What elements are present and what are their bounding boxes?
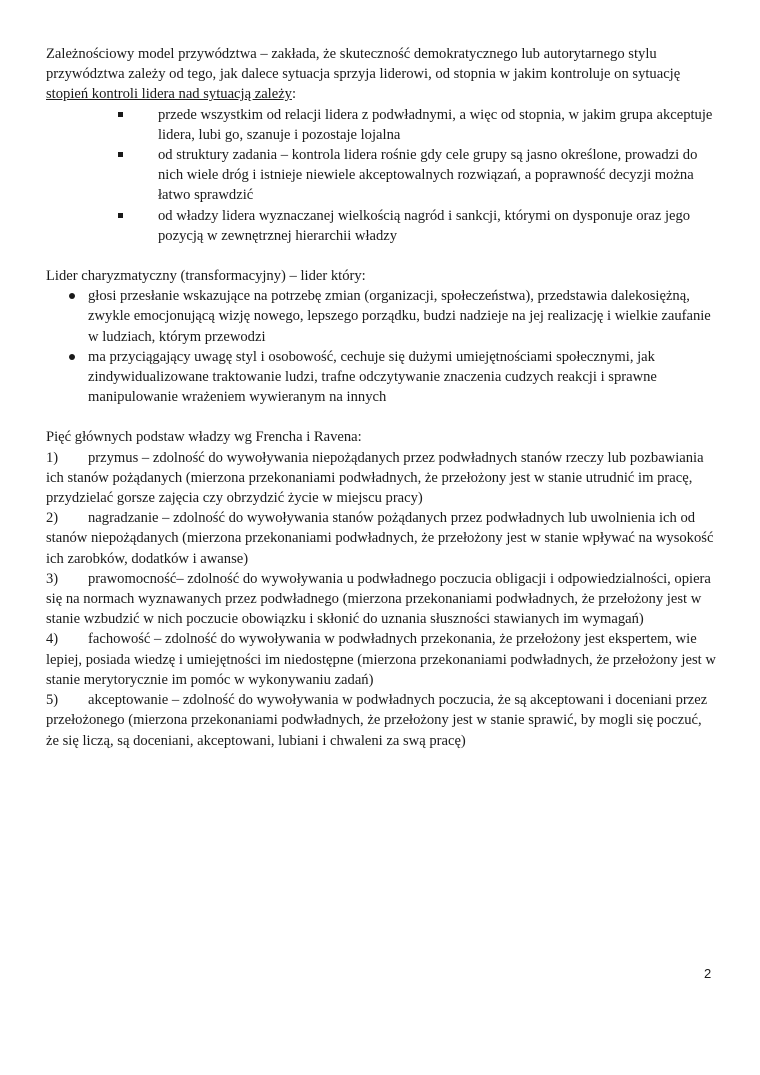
dependency-model-intro: Zależnościowy model przywództwa – zakłada, że skuteczność demokratycznego lub autorytarnego stylu przywództwa zależy od tego, jak dalece sytuacja sprzyja liderowi, od stopnia w jakim kontroluje on sytuację	[46, 46, 681, 83]
list-item: głosi przesłanie wskazujące na potrzebę zmian (organizacji, społeczeństwa), przedstawia dalekosiężną, zwykle emocjonującą wizję nowego, lepszego porządku, budzi nadzieje na jej realizację i wielkie zaufanie w ludziach, którym przewodzi	[46, 286, 718, 347]
item-number: 1)	[46, 449, 59, 466]
item-number: 3)	[46, 570, 59, 587]
spacer	[46, 246, 718, 266]
dependency-model-underlined: stopień kontroli lidera nad sytuacją zależy	[46, 86, 292, 103]
paragraph-dependency-model	[46, 44, 718, 105]
charismatic-leader-heading: Lider charyzmatyczny (transformacyjny) – lider który:	[46, 268, 366, 285]
document-page	[46, 44, 718, 751]
list-item	[46, 569, 718, 630]
item-text: prawomocność– zdolność do wywoływania u podwładnego poczucia obligacji i odpowiedzialności, opiera się na normach wyznawanych przez podwładnego (mierzona przekonaniami podwładnych, że przełożony jest w stanie wzbudzić w nich poczucie obowiązku i skłonić do uznania słuszności stawianych im wymagań)	[46, 570, 711, 628]
list-item	[46, 629, 718, 690]
power-bases-list	[46, 448, 718, 751]
power-bases-heading: Pięć głównych podstaw władzy wg Frencha i Ravena:	[46, 429, 362, 446]
dependency-model-colon: :	[291, 86, 297, 103]
item-text: nagradzanie – zdolność do wywoływania stanów pożądanych przez podwładnych lub uwolnienia ich od stanów niepożądanych (mierzona przekonaniami podwładnych, że przełożony jest w stanie wpływać na wysokość ich zarobków, dodatków i awanse)	[46, 510, 714, 567]
list-item: ma przyciągający uwagę styl i osobowość, cechuje się dużymi umiejętnościami społecznymi, jak zindywidualizowane traktowanie ludzi, trafne odczytywanie znaczenia cudzych reakcji i sprawne manipulowanie wrażeniem wywieranym na innych	[46, 347, 718, 408]
item-number: 5)	[46, 692, 59, 709]
page-number: 2	[704, 966, 712, 981]
item-number: 2)	[46, 510, 59, 527]
item-text: fachowość – zdolność do wywoływania w podwładnych przekonania, że przełożony jest ekspertem, wie lepiej, posiada wiedzę i umiejętności im niedostępne (mierzona przekonaniami podwładnych, że przełożony jest w stanie merytorycznie im pomóc w wykonywaniu zadań)	[46, 631, 716, 688]
spacer	[46, 407, 718, 427]
list-item: od struktury zadania – kontrola lidera rośnie gdy cele grupy są jasno określone, prowadzi do nich wiele dróg i istnieje niewiele akceptowalnych rozwiązań, a poprawność decyzji można łatwo sprawdzić	[46, 145, 718, 206]
list-item	[46, 690, 718, 751]
list-item	[46, 508, 718, 569]
list-item: przede wszystkim od relacji lidera z podwładnymi, a więc od stopnia, w jakim grupa akceptuje lidera, lubi go, szanuje i pozostaje lojalna	[46, 105, 718, 145]
item-number: 4)	[46, 631, 59, 648]
charismatic-traits-list	[46, 286, 718, 407]
item-text: przymus – zdolność do wywoływania niepożądanych przez podwładnych stanów rzeczy lub pozbawiania ich stanów pożądanych (mierzona przekonaniami podwładnych, że przełożony jest w stanie utrudnić im pracę, przydzielać gorsze zajęcia czy obrzydzić życie w miejscu pracy)	[46, 449, 704, 507]
item-text: akceptowanie – zdolność do wywoływania w podwładnych poczucia, że są akceptowani i doceniani przez przełożonego (mierzona przekonaniami podwładnych, że przełożony jest w stanie sprawić, by mogli się poczuć, że się liczą, są doceniani, akceptowani, lubiani i chwaleni za swą pracę)	[46, 692, 708, 749]
list-item	[46, 448, 718, 509]
list-item: od władzy lidera wyznaczanej wielkością nagród i sankcji, którymi on dysponuje oraz jego pozycją w zewnętrznej hierarchii władzy	[46, 206, 718, 246]
control-factors-list	[46, 105, 718, 246]
